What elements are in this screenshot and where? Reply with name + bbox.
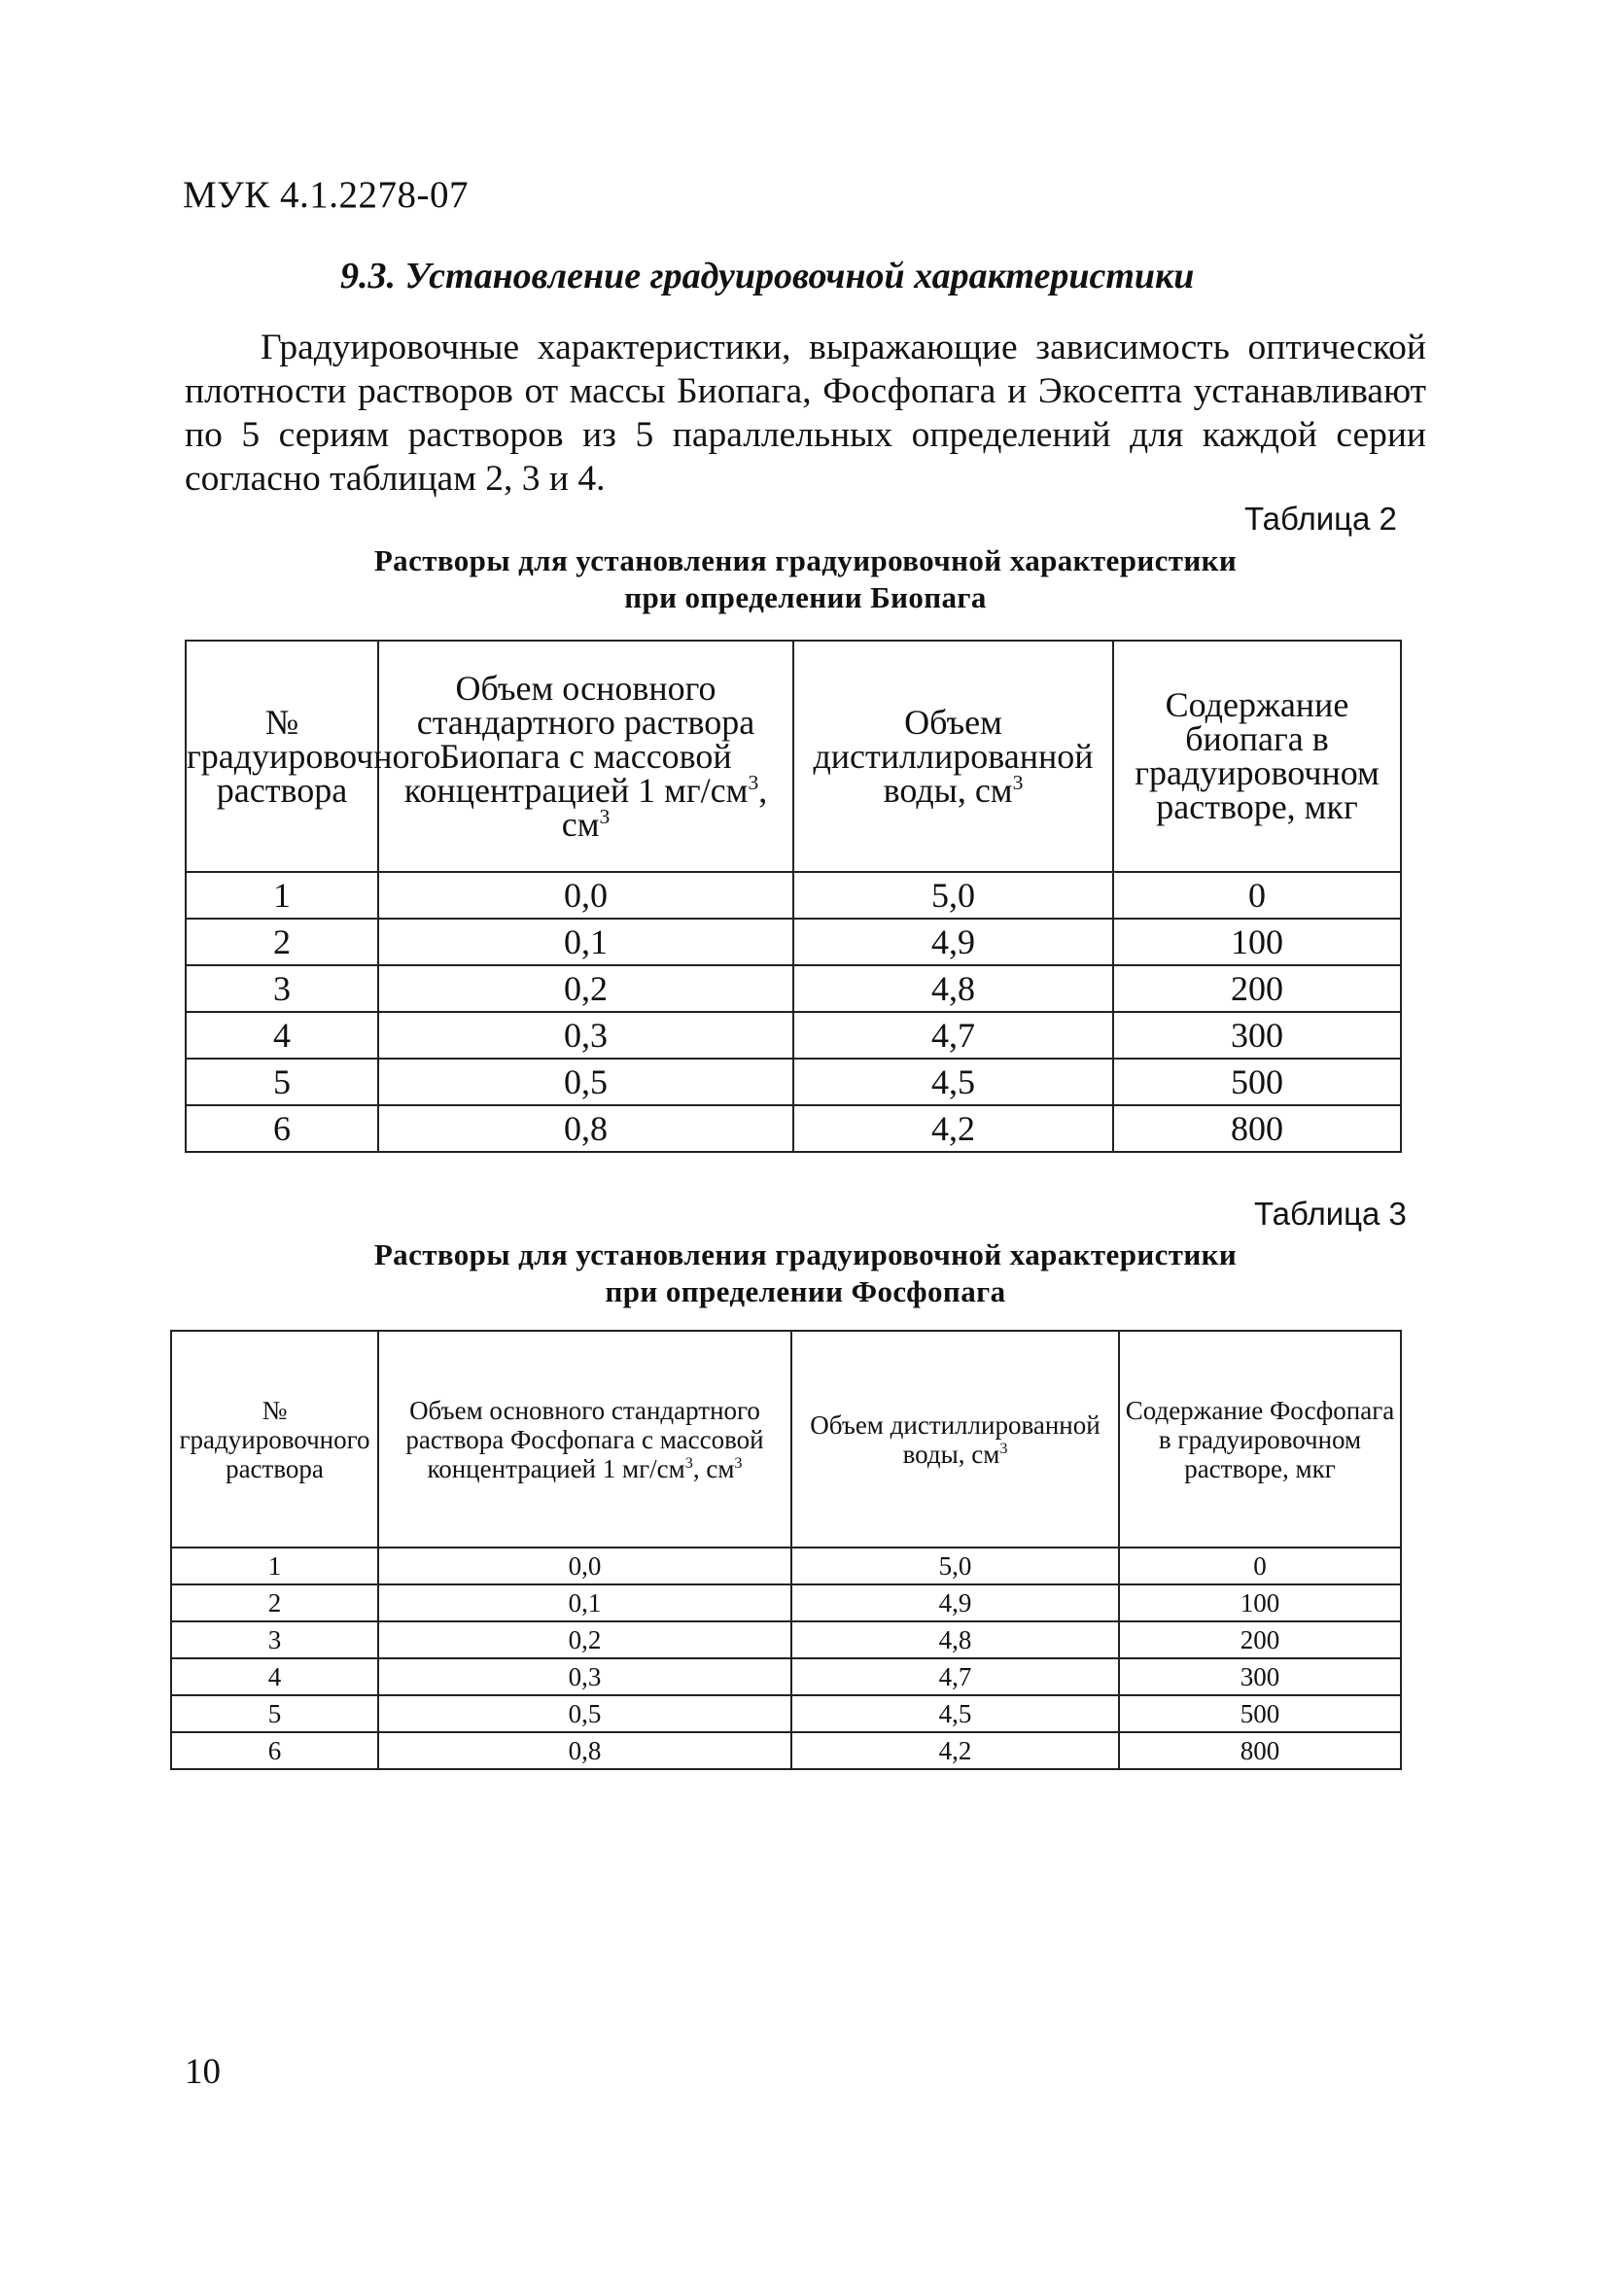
table-cell: 500 (1119, 1695, 1401, 1732)
table-cell: 0,5 (378, 1059, 793, 1105)
table-cell: 300 (1119, 1658, 1401, 1695)
table-cell: 6 (171, 1732, 378, 1769)
table2-caption (185, 542, 1426, 616)
table-cell: 200 (1113, 965, 1401, 1012)
table-row (186, 1105, 1401, 1152)
table-cell: 5 (186, 1059, 378, 1105)
table-cell: 0,0 (378, 872, 793, 919)
table-cell: 0,2 (378, 1621, 791, 1658)
table3-header-cell: Объем дистиллированной воды, $см^3$ (791, 1331, 1119, 1548)
table3-header-row (171, 1331, 1401, 1548)
table-cell: 2 (171, 1584, 378, 1621)
table-row (186, 1059, 1401, 1105)
section-title: 9.3. Установление градуировочной характеристики (340, 256, 1195, 296)
table-cell: 0 (1113, 872, 1401, 919)
table-cell: 0,0 (378, 1548, 791, 1584)
intro-paragraph: Градуировочные характеристики, выражающие зависимость оптической плотности растворов от массы Биопага, Фосфопага и Экосепта устанавливают по 5 сериям растворов из 5 параллельных определений для каждой серии согласно таблицам 2, 3 и 4. (185, 328, 1426, 499)
table-cell: 4 (171, 1658, 378, 1695)
table3-caption-line1: Растворы для установления градуировочной характеристики (373, 1237, 1238, 1271)
table-cell: 800 (1119, 1732, 1401, 1769)
table-cell: 5,0 (791, 1548, 1119, 1584)
table-cell: 1 (186, 872, 378, 919)
table-row (171, 1732, 1401, 1769)
table-cell: 4 (186, 1012, 378, 1059)
document-code: МУК 4.1.2278-07 (183, 174, 470, 216)
table-cell: 800 (1113, 1105, 1401, 1152)
table-cell: 0,1 (378, 1584, 791, 1621)
table-cell: 500 (1113, 1059, 1401, 1105)
table-cell: 0,3 (378, 1658, 791, 1695)
table-cell: 4,5 (791, 1695, 1119, 1732)
table-row (171, 1658, 1401, 1695)
table-cell: 0,3 (378, 1012, 793, 1059)
table-row (171, 1584, 1401, 1621)
table-cell: 0,1 (378, 919, 793, 965)
table-cell: 2 (186, 919, 378, 965)
table3-header-cell: Содержание Фосфопага в градуировочном растворе, мкг (1119, 1331, 1401, 1548)
table-row (186, 1012, 1401, 1059)
table-cell: 0,2 (378, 965, 793, 1012)
table-cell: 3 (186, 965, 378, 1012)
table3-caption-line2: при определении Фосфопага (605, 1274, 1006, 1308)
table3-header-cell: № градуировочного раствора (171, 1331, 378, 1548)
table-cell: 100 (1113, 919, 1401, 965)
table-cell: 0,8 (378, 1732, 791, 1769)
table2 (185, 640, 1402, 1153)
table-cell: 4,2 (791, 1732, 1119, 1769)
table2-caption-line2: при определении Биопага (624, 580, 987, 614)
table2-label: Таблица 2 (1244, 501, 1397, 537)
table2-caption-line1: Растворы для установления градуировочной характеристики (373, 543, 1238, 577)
table3-header-cell: Объем основного стандартного раствора Фосфопага с массовой концентрацией 1 $мг/см^3$, $см^3$ (378, 1331, 791, 1548)
page-number: 10 (185, 2052, 221, 2092)
table-cell: 0,8 (378, 1105, 793, 1152)
table-cell: 1 (171, 1548, 378, 1584)
table2-header-cell: Содержание биопага в градуировочном растворе, мкг (1113, 641, 1401, 872)
table-cell: 4,2 (793, 1105, 1113, 1152)
table-row (171, 1621, 1401, 1658)
table-cell: 300 (1113, 1012, 1401, 1059)
table-cell: 4,8 (791, 1621, 1119, 1658)
table-cell: 4,8 (793, 965, 1113, 1012)
table2-header-cell: Объем дистиллированной воды, $см^3$ (793, 641, 1113, 872)
table-cell: 4,7 (791, 1658, 1119, 1695)
table-row (186, 872, 1401, 919)
table-cell: 5,0 (793, 872, 1113, 919)
table-cell: 200 (1119, 1621, 1401, 1658)
table-cell: 100 (1119, 1584, 1401, 1621)
table-row (186, 965, 1401, 1012)
table3-caption (185, 1236, 1426, 1310)
table-cell: 3 (171, 1621, 378, 1658)
table2-header-row (186, 641, 1401, 872)
table-row (186, 919, 1401, 965)
table3-label: Таблица 3 (1254, 1196, 1407, 1232)
table-cell: 6 (186, 1105, 378, 1152)
table-cell: 4,7 (793, 1012, 1113, 1059)
table-cell: 0 (1119, 1548, 1401, 1584)
table-cell: 4,9 (791, 1584, 1119, 1621)
table-cell: 4,5 (793, 1059, 1113, 1105)
table2-header-cell: № градуировочного раствора (186, 641, 378, 872)
table-row (171, 1548, 1401, 1584)
table2-header-cell: Объем основного стандартного раствора Биопага с массовой концентрацией 1 $мг/см^3$, $см^3$ (378, 641, 793, 872)
table-cell: 4,9 (793, 919, 1113, 965)
table-cell: 5 (171, 1695, 378, 1732)
table-row (171, 1695, 1401, 1732)
table3 (170, 1330, 1402, 1770)
table-cell: 0,5 (378, 1695, 791, 1732)
